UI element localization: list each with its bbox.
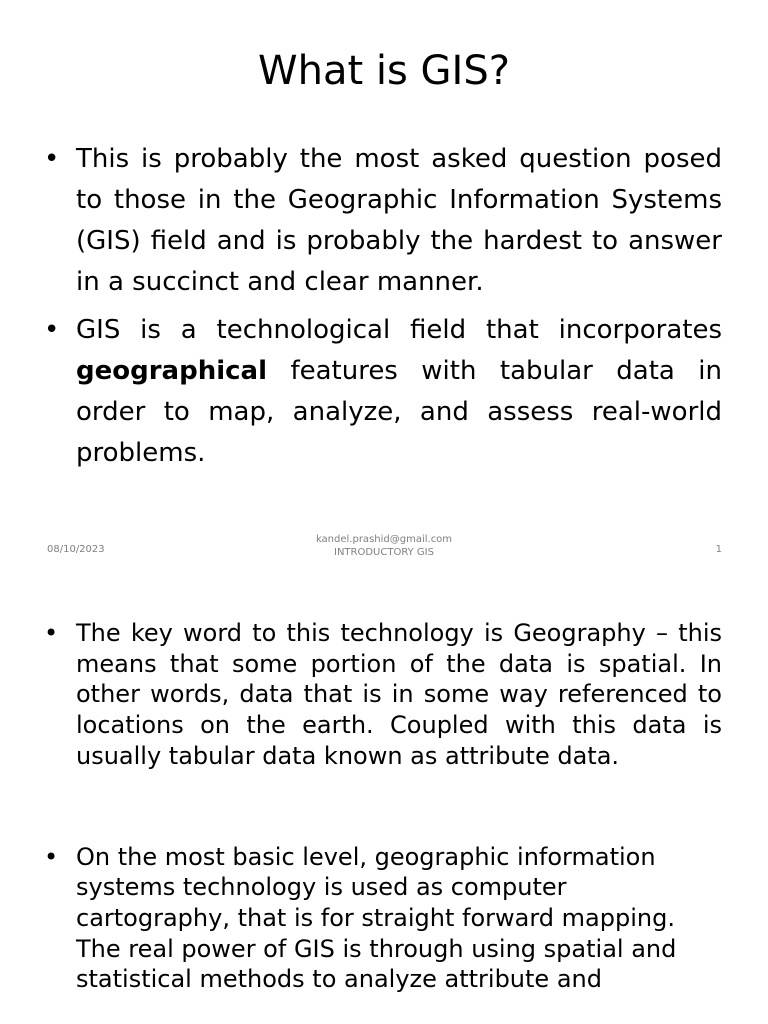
bullet-text: The key word to this technology is Geography – this means that some portion of the data is spatial. In other words, data that is in some way referenced to locations on the earth. Coupled with this data is usually tabular data known as attribute data. (76, 619, 722, 770)
bold-keyword: geographical (76, 356, 267, 386)
bullet-item (44, 618, 722, 772)
bullet-text: This is probably the most asked question posed to those in the Geographic Information Systems (GIS) field and is probably the hardest to answer in a succinct and clear manner. (76, 144, 722, 297)
bullet-marker: • (44, 842, 59, 871)
bullet-text (76, 310, 722, 474)
footer-email: kandel.prashid@gmail.com (315, 534, 453, 545)
footer-course: INTRODUCTORY GIS (334, 547, 434, 558)
bullet-list (44, 618, 722, 995)
bullet-text-after: features with tabular data in order to map, analyze, and assess real-world problems. (76, 356, 722, 468)
bullet-marker: • (44, 144, 60, 174)
bullet-marker: • (44, 619, 59, 647)
footer-page-number: 1 (715, 544, 722, 555)
bullet-marker: • (44, 315, 60, 345)
bullet-item (44, 842, 722, 996)
footer-center (234, 533, 534, 559)
bullet-text: On the most basic level, geographic information systems technology is used as computer cartography, that is for straight forward mapping. The real power of GIS is through using spatial and statistical methods to analyze attribute and (76, 842, 677, 994)
bullet-item (44, 139, 722, 303)
bullet-text-before: GIS is a technological field that incorporates (76, 315, 722, 345)
bullet-list (44, 139, 722, 481)
bullet-item (44, 310, 722, 474)
slide-title: What is GIS? (258, 48, 510, 94)
footer-date: 08/10/2023 (47, 544, 105, 555)
slide-2 (0, 576, 768, 1024)
